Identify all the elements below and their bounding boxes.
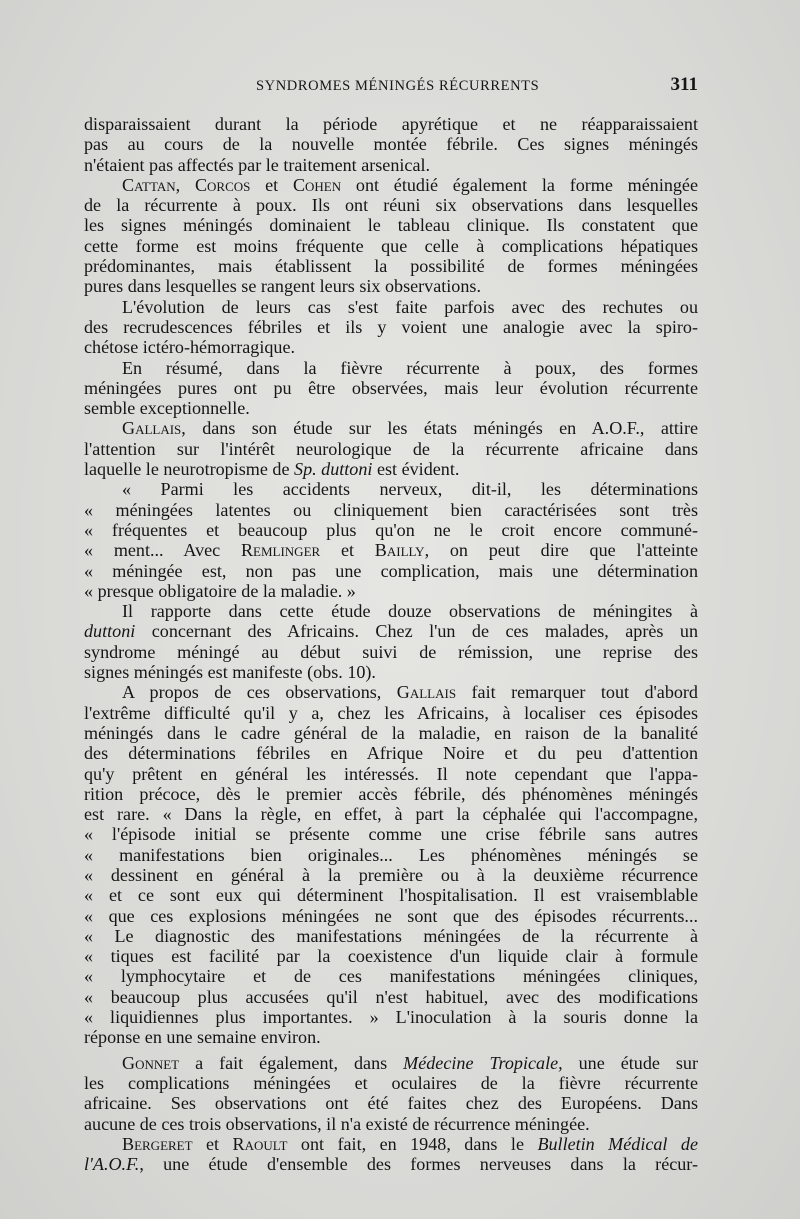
quote-line: « dessinent en général à la première ou à la deuxième récurrence	[84, 864, 698, 885]
text-line: prédominantes, mais établissent la possibilité de formes méningées	[84, 256, 698, 277]
author-name: Remlinger	[240, 540, 321, 561]
text-fragment: ont étudié également la forme méningée	[341, 174, 698, 195]
journal-title: Médecine Tropicale,	[403, 1052, 563, 1073]
author-name: Gonnet	[122, 1052, 180, 1073]
quote-line: « Parmi les accidents nerveux, dit-il, les déterminations	[122, 479, 698, 500]
species-name: duttoni	[84, 621, 136, 642]
text-line: qu'y prêtent en général les intéressés. Il note cependant que l'appa-	[84, 763, 698, 784]
text-line: pas au cours de la nouvelle montée fébrile. Ces signes méningés	[84, 134, 698, 155]
text-fragment: concernant des Africains. Chez l'un de ces malades, après un	[135, 621, 698, 642]
text-fragment: , dans son étude sur les états méningés en A.O.F., attire	[181, 418, 698, 439]
quote-line	[84, 540, 698, 560]
text-line: est rare. « Dans la règle, en effet, à part la céphalée qui l'accompagne,	[84, 804, 698, 825]
quote-line: « presque obligatoire de la maladie. »	[84, 580, 356, 601]
text-line: l'attention sur l'intérêt neurologique de la récurrente africaine dans	[84, 438, 698, 459]
text-fragment: A propos de ces observations,	[122, 682, 397, 703]
text-line	[84, 1154, 698, 1174]
text-line: disparaissaient durant la période apyrétique et ne réapparaissaient	[84, 114, 698, 134]
text-line: méningés dans le cadre général de la maladie, en raison de la banalité	[84, 722, 698, 743]
species-name: Sp. duttoni	[294, 459, 373, 480]
text-line	[84, 175, 698, 195]
text-fragment: , une étude d'ensemble des formes nerveuses dans la récur-	[139, 1154, 698, 1175]
author-name: Bergeret	[122, 1133, 193, 1154]
journal-title: Bulletin Médical de	[537, 1133, 698, 1154]
journal-title: l'A.O.F.	[84, 1154, 140, 1175]
text-line: rition précoce, dès le premier accès fébrile, dés phénomènes méningés	[84, 783, 698, 804]
author-name: Raoult	[232, 1133, 288, 1154]
text-line: cette forme est moins fréquente que celle à complications hépatiques	[84, 235, 698, 256]
text-line: de la récurrente à poux. Ils ont réuni six observations dans lesquelles	[84, 195, 698, 216]
text-line	[84, 682, 698, 702]
text-line: L'évolution de leurs cas s'est faite parfois avec des rechutes ou	[122, 296, 698, 317]
text-line: pures dans lesquelles se rangent leurs six observations.	[84, 276, 481, 297]
text-line: En résumé, dans la fièvre récurrente à poux, des formes	[122, 357, 698, 378]
quote-line: « méningée est, non pas une complication, mais une détermination	[84, 560, 698, 581]
author-name: Bailly	[374, 540, 425, 561]
text-fragment: « ment... Avec	[84, 540, 241, 561]
text-fragment: et	[250, 174, 293, 195]
body-text	[84, 114, 698, 1174]
text-fragment: , on peut dire que l'atteinte	[424, 540, 698, 561]
quote-line: « tiques est facilité par la coexistence d'un liquide clair à formule	[84, 946, 698, 967]
text-line	[84, 1134, 698, 1154]
quote-line: « manifestations bien originales... Les phénomènes méningés se	[84, 844, 698, 865]
quote-line: « liquidiennes plus importantes. » L'inoculation à la souris donne la	[84, 1007, 698, 1028]
text-line: aucune de ces trois observations, il n'a existé de récurrence méningée.	[84, 1113, 590, 1134]
quote-line: « fréquentes et beaucoup plus qu'on ne le croit encore communé-	[84, 519, 698, 540]
text-line: semble exceptionnelle.	[84, 398, 250, 419]
text-line: Il rapporte dans cette étude douze observations de méningites à	[122, 601, 698, 622]
text-line: des recrudescences fébriles et ils y voient une analogie avec la spiro-	[84, 316, 698, 337]
quote-line: « que ces explosions méningées ne sont que des épisodes récurrents...	[84, 905, 698, 926]
text-fragment: et	[320, 540, 375, 561]
text-line: réponse en une semaine environ.	[84, 1027, 321, 1048]
text-line: africaine. Ses observations ont été faites chez des Européens. Dans	[84, 1093, 698, 1114]
author-name: Cattan	[122, 174, 176, 195]
text-line: syndrome méningé au début suivi de rémission, une reprise des	[84, 641, 698, 662]
text-line	[84, 418, 698, 438]
author-name: Cohen	[292, 174, 342, 195]
page-header	[84, 74, 698, 104]
text-fragment: une étude sur	[562, 1052, 698, 1073]
text-line	[84, 459, 698, 479]
text-fragment: laquelle le neurotropisme de	[84, 459, 295, 480]
text-line	[84, 1053, 698, 1073]
text-line: les signes méningés dominaient le tableau clinique. Ils constatent que	[84, 215, 698, 236]
text-fragment: a fait également, dans	[179, 1052, 404, 1073]
running-title: SYNDROMES MÉNINGÉS RÉCURRENTS	[256, 78, 540, 94]
text-line: signes méningés est manifeste (obs. 10).	[84, 662, 376, 683]
text-line	[84, 621, 698, 641]
author-name: Gallais	[396, 682, 457, 703]
text-line: les complications méningées et oculaires de la fièvre récurrente	[84, 1072, 698, 1093]
text-line: méningées pures ont pu être observées, mais leur évolution récurrente	[84, 377, 698, 398]
author-name: Corcos	[194, 174, 251, 195]
text-fragment: ont fait, en 1948, dans le	[287, 1133, 538, 1154]
text-line: des déterminations fébriles en Afrique Noire et du peu d'attention	[84, 743, 698, 764]
quote-line: « Le diagnostic des manifestations méningées de la récurrente à	[84, 925, 698, 946]
quote-line: « beaucoup plus accusées qu'il n'est habituel, avec des modifications	[84, 986, 698, 1007]
text-line: chétose ictéro-hémorragique.	[84, 337, 295, 358]
quote-line: « lymphocytaire et de ces manifestations méningées cliniques,	[84, 966, 698, 987]
author-name: Gallais	[122, 418, 182, 439]
page-number: 311	[670, 74, 698, 95]
quote-line: « et ce sont eux qui déterminent l'hospitalisation. Il est vraisemblable	[84, 885, 698, 906]
quote-line: « méningées latentes ou cliniquement bien caractérisées sont très	[84, 499, 698, 520]
quote-line: « l'épisode initial se présente comme une crise fébrile sans autres	[84, 824, 698, 845]
text-fragment: et	[192, 1133, 233, 1154]
text-fragment: ,	[175, 174, 195, 195]
text-line: l'extrême difficulté qu'il y a, chez les Africains, à localiser ces épisodes	[84, 702, 698, 723]
text-fragment: fait remarquer tout d'abord	[456, 682, 698, 703]
text-fragment: est évident.	[372, 459, 460, 480]
text-line: n'étaient pas affectés par le traitement arsenical.	[84, 154, 431, 175]
